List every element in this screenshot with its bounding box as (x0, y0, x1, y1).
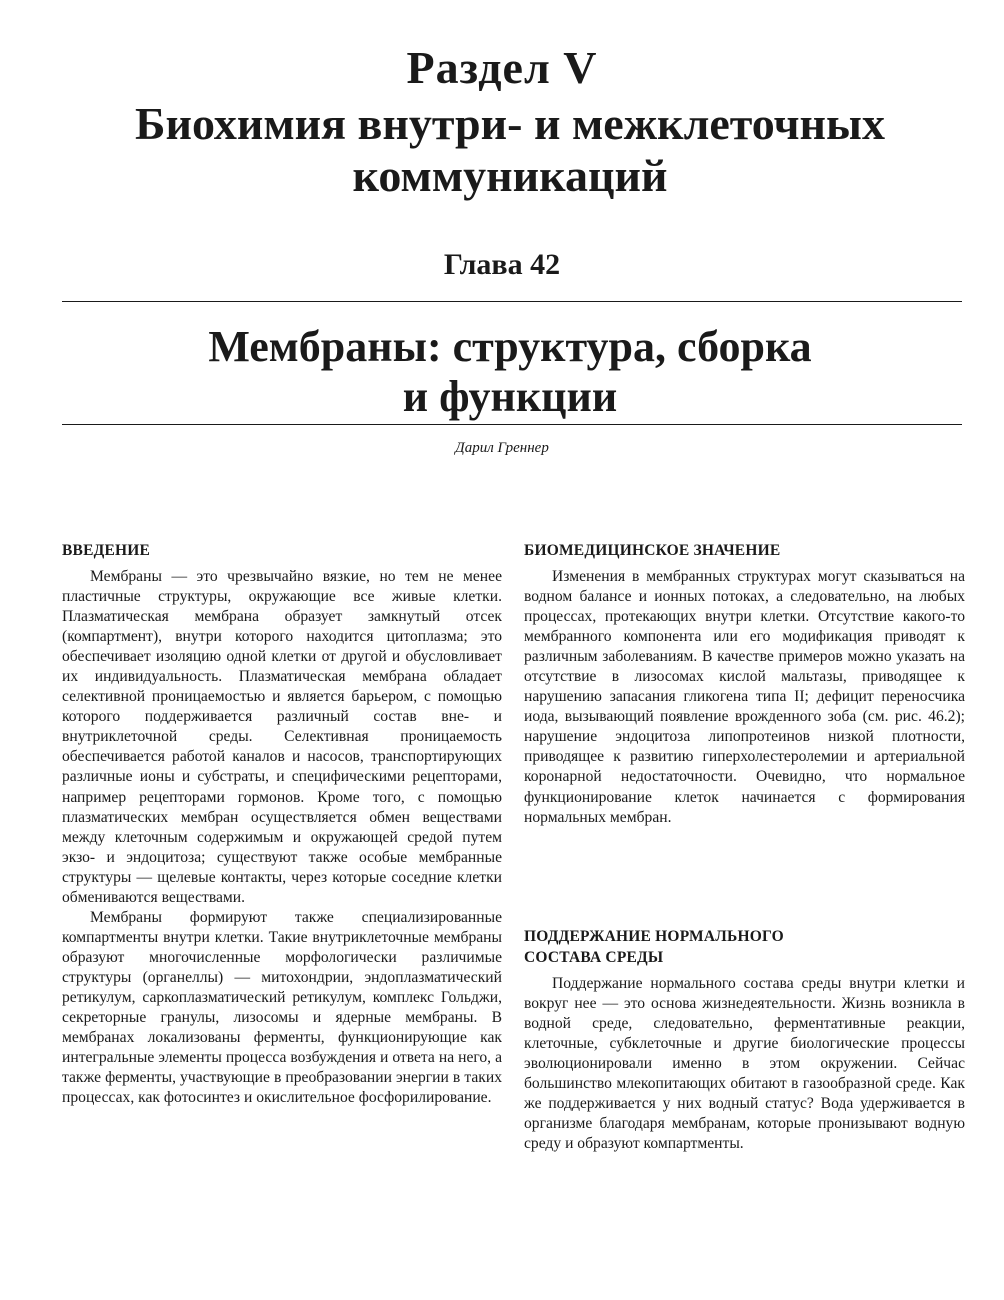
intro-heading: ВВЕДЕНИЕ (62, 542, 151, 559)
left-column (62, 540, 502, 1108)
environment-heading-line-2: СОСТАВА СРЕДЫ (524, 948, 664, 966)
bottom-divider (62, 424, 962, 425)
chapter-title-line-2: и функции (402, 372, 618, 421)
author-name: Дарил Греннер (455, 440, 549, 456)
column-spacer (524, 828, 965, 926)
biomedical-heading: БИОМЕДИЦИНСКОЕ ЗНАЧЕНИЕ (524, 542, 781, 559)
biomedical-paragraph: Изменения в мембранных структурах могут сказываться на водном балансе и ионных потоках, а следовательно, на любых процессах, протекающих внутри клетки. Отсутствие какого-то мембранного компонента или его модификация приводят к различным заболеваниям. В качестве примеров можно указать на отсутствие в лизосомах кислой мальтазы, приводящее к нарушению запасания гликогена типа II; дефицит переносчика иода, вызывающий появление врожденного зоба (см. рис. 46.2); нарушение эндоцитоза липопротеинов низкой плотности, приводящее к развитию гиперхолестеролемии и артериальной коронарной недостаточности. Очевидно, что нормальное функционирование клеток начинается с формирования нормальных мембран. (524, 568, 965, 826)
section-subtitle: Биохимия внутри- и межклеточных коммуникаций (135, 98, 885, 201)
chapter-title-line-1: Мембраны: структура, сборка (208, 322, 812, 371)
chapter-title (60, 322, 960, 422)
chapter-label: Глава 42 (443, 248, 561, 281)
intro-paragraph-2: Мембраны формируют также специализированные компартменты внутри клетки. Такие внутриклеточные мембраны образуют многочисленные морфологически различимые структуры (органеллы) — митохондрии, эндоплазматический ретикулум, саркоплазматический ретикулум, комплекс Гольджи, секреторные гранулы, лизосомы и ядерные мембраны. В мембранах локализованы ферменты, функционирующие как интегральные элементы процесса возбуждения и ответа на него, а также ферменты, участвующие в преобразовании энергии в таких процессах, как фотосинтез и окислительное фосфорилирование. (62, 908, 502, 1107)
environment-heading (524, 926, 965, 968)
environment-heading-line-1: ПОДДЕРЖАНИЕ НОРМАЛЬНОГО (524, 927, 784, 945)
environment-paragraph: Поддержание нормального состава среды внутри клетки и вокруг нее — это основа жизнедеятельности. Жизнь возникла в водной среде, следовательно, ферментативные реакции, клеточные, субклеточные и другие биологические процессы эволюционировали именно в этом окружении. Сейчас большинство млекопитающих обитают в газообразной среде. Как же поддерживается у них водный статус? Вода удерживается в организме благодаря мембранам, которые пронизывают водную среду и образуют компартменты. (524, 974, 965, 1152)
intro-paragraph-1: Мембраны — это чрезвычайно вязкие, но тем не менее пластичные структуры, окружающие все живые клетки. Плазматическая мембрана образует замкнутый отсек (компартмент), внутри которого находится цитоплазма; это обеспечивает изоляцию одной клетки от другой и обусловливает их индивидуальность. Плазматическая мембрана обладает селективной проницаемостью и является барьером, с помощью которого поддерживается различный состав вне- и внутриклеточной среды. Селективная проницаемость обеспечивается работой каналов и насосов, транспортирующих различные ионы и субстраты, и специфическими рецепторами, например рецепторами гормонов. Кроме того, с помощью плазматических мембран осуществляется обмен веществами между клеточным содержимым и окружающей средой путем экзо- и эндоцитоза; существуют также особые мембранные структуры — щелевые контакты, через которые соседние клетки обмениваются веществами. (62, 568, 502, 906)
section-title: Раздел V (406, 42, 598, 93)
right-column (524, 540, 965, 1154)
top-divider (62, 301, 962, 302)
